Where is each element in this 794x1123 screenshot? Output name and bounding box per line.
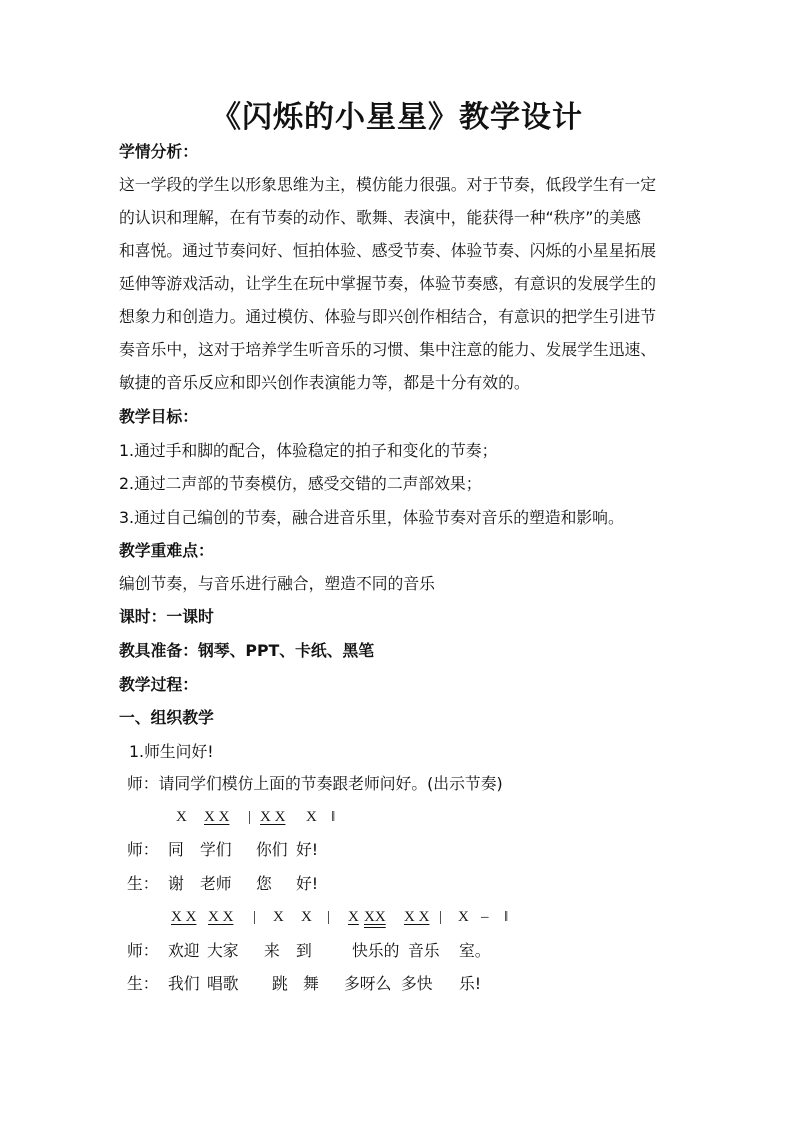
section-heading-process: 教学过程：: [119, 675, 198, 694]
lyric-word: 欢迎: [168, 941, 200, 960]
instruction-text: 师：请同学们模仿上面的节奏跟老师问好。(出示节奏): [127, 774, 503, 793]
lyric-word: 你们: [256, 840, 288, 859]
rhythm-note-group: X X: [260, 809, 286, 825]
rhythm-note-group: X X: [204, 809, 230, 825]
step-subheading: 1.师生问好!: [129, 742, 214, 761]
rhythm-note-sixteenth: XX: [364, 909, 386, 925]
speaker-label: 师：: [127, 840, 159, 859]
rhythm-note-group: X X: [404, 909, 430, 925]
analysis-line: 这一学段的学生以形象思维为主，模仿能力很强。对于节奏，低段学生有一定: [119, 175, 657, 194]
analysis-line: 敏捷的音乐反应和即兴创作表演能力等，都是十分有效的。: [119, 373, 530, 392]
dash: –: [481, 909, 489, 925]
speaker-label: 生：: [127, 874, 159, 893]
lyric-word: 我们: [168, 974, 200, 993]
lyric-word: 好!: [296, 840, 319, 859]
analysis-line: 想象力和创造力。通过模仿、体验与即兴创作相结合，有意识的把学生引进节: [119, 307, 657, 326]
rhythm-note: X: [458, 909, 469, 925]
lyric-word: 您: [256, 874, 272, 893]
step-heading: 一、组织教学: [119, 708, 214, 727]
lyric-word: 学们: [200, 840, 232, 859]
section-heading-goals: 教学目标：: [119, 407, 198, 426]
lyric-word: 同: [168, 840, 184, 859]
lyric-word: 唱歌: [207, 974, 239, 993]
goal-item: 1.通过手和脚的配合，体验稳定的拍子和变化的节奏；: [119, 441, 498, 460]
rhythm-note: X: [176, 809, 187, 825]
lyric-word: 到: [296, 941, 312, 960]
document-title: 《闪烁的小星星》教学设计: [211, 100, 583, 135]
goal-item: 2.通过二声部的节奏模仿，感受交错的二声部效果；: [119, 474, 482, 493]
lyric-word: 谢: [168, 874, 184, 893]
materials-text: 教具准备：钢琴、PPT、卡纸、黑笔: [119, 641, 375, 660]
rhythm-note: X: [348, 909, 359, 925]
lyric-word: 大家: [207, 941, 239, 960]
bar-line: |: [248, 809, 252, 825]
lyric-word: 乐!: [459, 974, 482, 993]
duration-text: 课时：一课时: [119, 607, 214, 626]
lyric-word: 室。: [459, 941, 491, 960]
rhythm-note: X: [306, 809, 317, 825]
analysis-line: 和喜悦。通过节奏问好、恒拍体验、感受节奏、体验节奏、闪烁的小星星拓展: [119, 241, 657, 260]
key-points-text: 编创节奏，与音乐进行融合，塑造不同的音乐: [119, 574, 435, 593]
bar-line: |: [253, 909, 257, 925]
goal-item: 3.通过自己编创的节奏，融合进音乐里，体验节奏对音乐的塑造和影响。: [119, 508, 624, 527]
analysis-line: 的认识和理解，在有节奏的动作、歌舞、表演中，能获得一种“秩序”的美感: [119, 208, 641, 227]
rhythm-note-group: X X: [208, 909, 234, 925]
bar-line: |: [327, 909, 331, 925]
lyric-word: 快乐的: [352, 941, 400, 960]
rhythm-note: X: [273, 909, 284, 925]
speaker-label: 师：: [127, 941, 159, 960]
rhythm-note: X: [301, 909, 312, 925]
double-bar-line: ‖: [504, 909, 509, 925]
lyric-word: 来: [264, 941, 280, 960]
lyric-word: 多快: [401, 974, 433, 993]
analysis-line: 延伸等游戏活动，让学生在玩中掌握节奏，体验节奏感，有意识的发展学生的: [119, 274, 657, 293]
speaker-label: 生：: [127, 974, 159, 993]
double-bar-line: ‖: [331, 809, 336, 825]
lyric-word: 多呀么: [344, 974, 392, 993]
section-heading-analysis: 学情分析：: [119, 142, 198, 161]
lyric-word: 老师: [200, 874, 232, 893]
lyric-word: 舞: [303, 974, 319, 993]
lyric-word: 跳: [272, 974, 288, 993]
section-heading-key-points: 教学重难点：: [119, 541, 214, 560]
rhythm-note-group: X X: [171, 909, 197, 925]
analysis-line: 奏音乐中，这对于培养学生听音乐的习惯、集中注意的能力、发展学生迅速、: [119, 340, 657, 359]
lyric-word: 好!: [296, 874, 319, 893]
lyric-word: 音乐: [408, 941, 440, 960]
bar-line: |: [439, 909, 443, 925]
